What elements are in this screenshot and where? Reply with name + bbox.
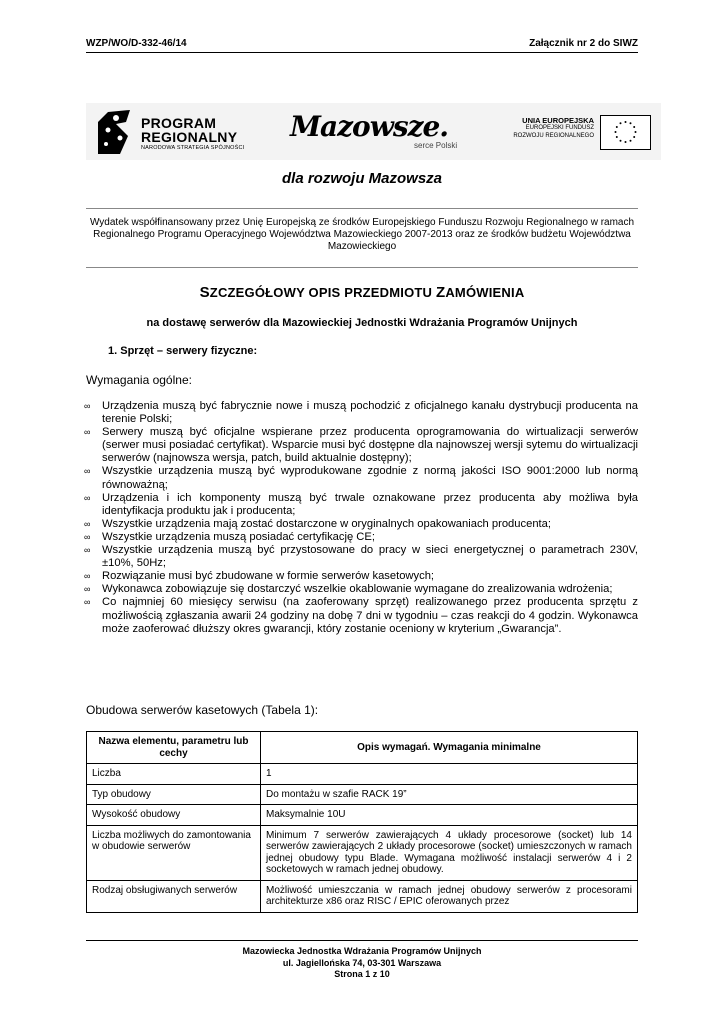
- table-intro: Obudowa serwerów kasetowych (Tabela 1):: [86, 703, 319, 717]
- table-header-row: [87, 732, 638, 764]
- bullet-icon: ∞: [84, 518, 91, 529]
- bullet-icon: ∞: [84, 571, 91, 582]
- table-cell: 1: [261, 764, 638, 785]
- footer-address: ul. Jagiellońska 74, 03-301 Warszawa: [282, 957, 442, 968]
- table-row: [87, 764, 638, 785]
- eu-flag-icon: [600, 115, 651, 150]
- list-item: ∞ Wszystkie urządzenia muszą być wyprodukowane zgodnie z normą jakości ISO 9001:2000 lub normą równoważną;: [84, 465, 638, 491]
- table-header-cell: Opis wymagań. Wymagania minimalne: [261, 732, 638, 764]
- page-header: [86, 38, 638, 53]
- table-cell: Rodzaj obsługiwanych serwerów: [87, 880, 261, 912]
- tagline: dla rozwoju Mazowsza: [281, 170, 443, 187]
- table-row: [87, 784, 638, 805]
- bullet-icon: ∞: [84, 427, 91, 438]
- list-item: ∞ Wykonawca zobowiązuje się dostarczyć wszelkie okablowanie wymagane do zrealizowania wdrożenia;: [84, 583, 613, 596]
- table-cell: Liczba możliwych do zamontowania w obudowie serwerów: [87, 825, 261, 880]
- ue-text: [499, 116, 594, 140]
- program-regionalny-logo-icon: [94, 108, 134, 154]
- table-cell: Minimum 7 serwerów zawierających 4 układy procesorowe (socket) lub 14 serwerów zawierających 2 układy procesorowe (socket) umieszczonych w ramach jednej obudowy typu Blade. Wymagana możliwość instalacji serwerów 4 i 2 socketowych w ramach jednej obudowy.: [261, 825, 638, 880]
- document-number: WZP/WO/D-332-46/14: [86, 38, 187, 49]
- ue-line2: EUROPEJSKI FUNDUSZ: [525, 125, 594, 131]
- list-item: ∞ Wszystkie urządzenia muszą być przystosowane do pracy w sieci energetycznej o parametrach 230V, ±10%, 50Hz;: [84, 544, 638, 570]
- requirements-list: [86, 400, 638, 636]
- table-row: [87, 805, 638, 826]
- bullet-icon: ∞: [84, 466, 91, 477]
- table-cell: Możliwość umieszczania w ramach jednej obudowy serwerów z procesorami architekturze x86 oraz RISC / EPIC oferowanych przez: [261, 880, 638, 912]
- table-cell: Typ obudowy: [87, 784, 261, 805]
- enclosure-table: [86, 731, 638, 913]
- program-line1: PROGRAM: [141, 115, 217, 131]
- program-regionalny-text: [141, 116, 244, 151]
- ue-line3: ROZWOJU REGIONALNEGO: [513, 132, 594, 139]
- table-cell: Maksymalnie 10U: [261, 805, 638, 826]
- mazowsze-logo: Mazowsze.: [290, 110, 449, 143]
- program-line2: REGIONALNY: [141, 129, 238, 145]
- table-header-cell: Nazwa elementu, parametru lub cechy: [87, 732, 261, 764]
- bullet-icon: ∞: [84, 545, 91, 556]
- footer-org: Mazowiecka Jednostka Wdrażania Programów Unijnych: [242, 946, 482, 956]
- bullet-icon: ∞: [84, 584, 91, 595]
- page-number: Strona 1 z 10: [334, 969, 390, 979]
- list-item: ∞ Serwery muszą być oficjalne wspierane przez producenta oprogramowania do wirtualizacji serwerów (serwer musi posiadać certyfikat). Wsparcie musi być dostępne dla najnowszej wersji sytemu do wirtualizacji serwerów (najnowsza wersja, patch, build aktualnie dostępny);: [84, 426, 638, 465]
- cofinancing-notice: Wydatek współfinansowany przez Unię Europejską ze środków Europejskiego Funduszu Rozwoju Regionalnego w ramach Regionalnego Programu Operacyjnego Województwa Mazowieckiego 2007-2013 oraz ze środków budżetu Województwa Mazowieckiego: [86, 208, 638, 268]
- list-item: ∞ Urządzenia i ich komponenty muszą być trwale oznakowane przez producenta aby możliwa była identyfikacja produktu jak i producenta;: [84, 491, 638, 517]
- document-title: SZCZEGÓŁOWY OPIS PRZEDMIOTU ZAMÓWIENIA: [199, 284, 525, 301]
- page-footer: [86, 940, 638, 990]
- list-item: ∞ Rozwiązanie musi być zbudowane w formie serwerów kasetowych;: [84, 570, 435, 583]
- bullet-icon: ∞: [84, 492, 91, 503]
- attachment-label: Załącznik nr 2 do SIWZ: [529, 38, 638, 49]
- list-item: ∞ Co najmniej 60 miesięcy serwisu (na zaoferowany sprzęt) realizowanego przez producenta sprzętu z możliwością zgłaszania awarii 24 godziny na dobę 7 dni w tygodniu – czas reakcji do 4 godzin. Wykonawca może zaoferować dłuższy okres gwarancji, który zostanie oceniony w kryterium „Gwarancja”.: [84, 596, 638, 635]
- list-item: ∞ Wszystkie urządzenia muszą posiadać certyfikację CE;: [84, 530, 375, 543]
- table-cell: Wysokość obudowy: [87, 805, 261, 826]
- mazowsze-subtitle: serce Polski: [414, 141, 458, 150]
- requirements-label: Wymagania ogólne:: [86, 373, 192, 387]
- bullet-icon: ∞: [84, 401, 91, 411]
- list-item: ∞ Urządzenia muszą być fabrycznie nowe i muszą pochodzić z oficjalnego kanału dystrybucji producenta na terenie Polski;: [84, 400, 638, 426]
- document-subtitle: na dostawę serwerów dla Mazowieckiej Jednostki Wdrażania Programów Unijnych: [146, 317, 578, 329]
- bullet-icon: ∞: [84, 597, 91, 608]
- program-subtitle: NARODOWA STRATEGIA SPÓJNOŚCI: [141, 145, 245, 151]
- table-cell: Do montażu w szafie RACK 19”: [261, 784, 638, 805]
- section-heading: 1. Sprzęt – serwery fizyczne:: [108, 345, 258, 357]
- table-row: [87, 880, 638, 912]
- list-item: ∞ Wszystkie urządzenia mają zostać dostarczone w oryginalnych opakowaniach producenta;: [84, 517, 551, 530]
- bullet-icon: ∞: [84, 531, 91, 542]
- ue-title: UNIA EUROPEJSKA: [522, 116, 594, 125]
- table-cell: Liczba: [87, 764, 261, 785]
- logo-banner: [86, 103, 661, 160]
- table-row: [87, 825, 638, 880]
